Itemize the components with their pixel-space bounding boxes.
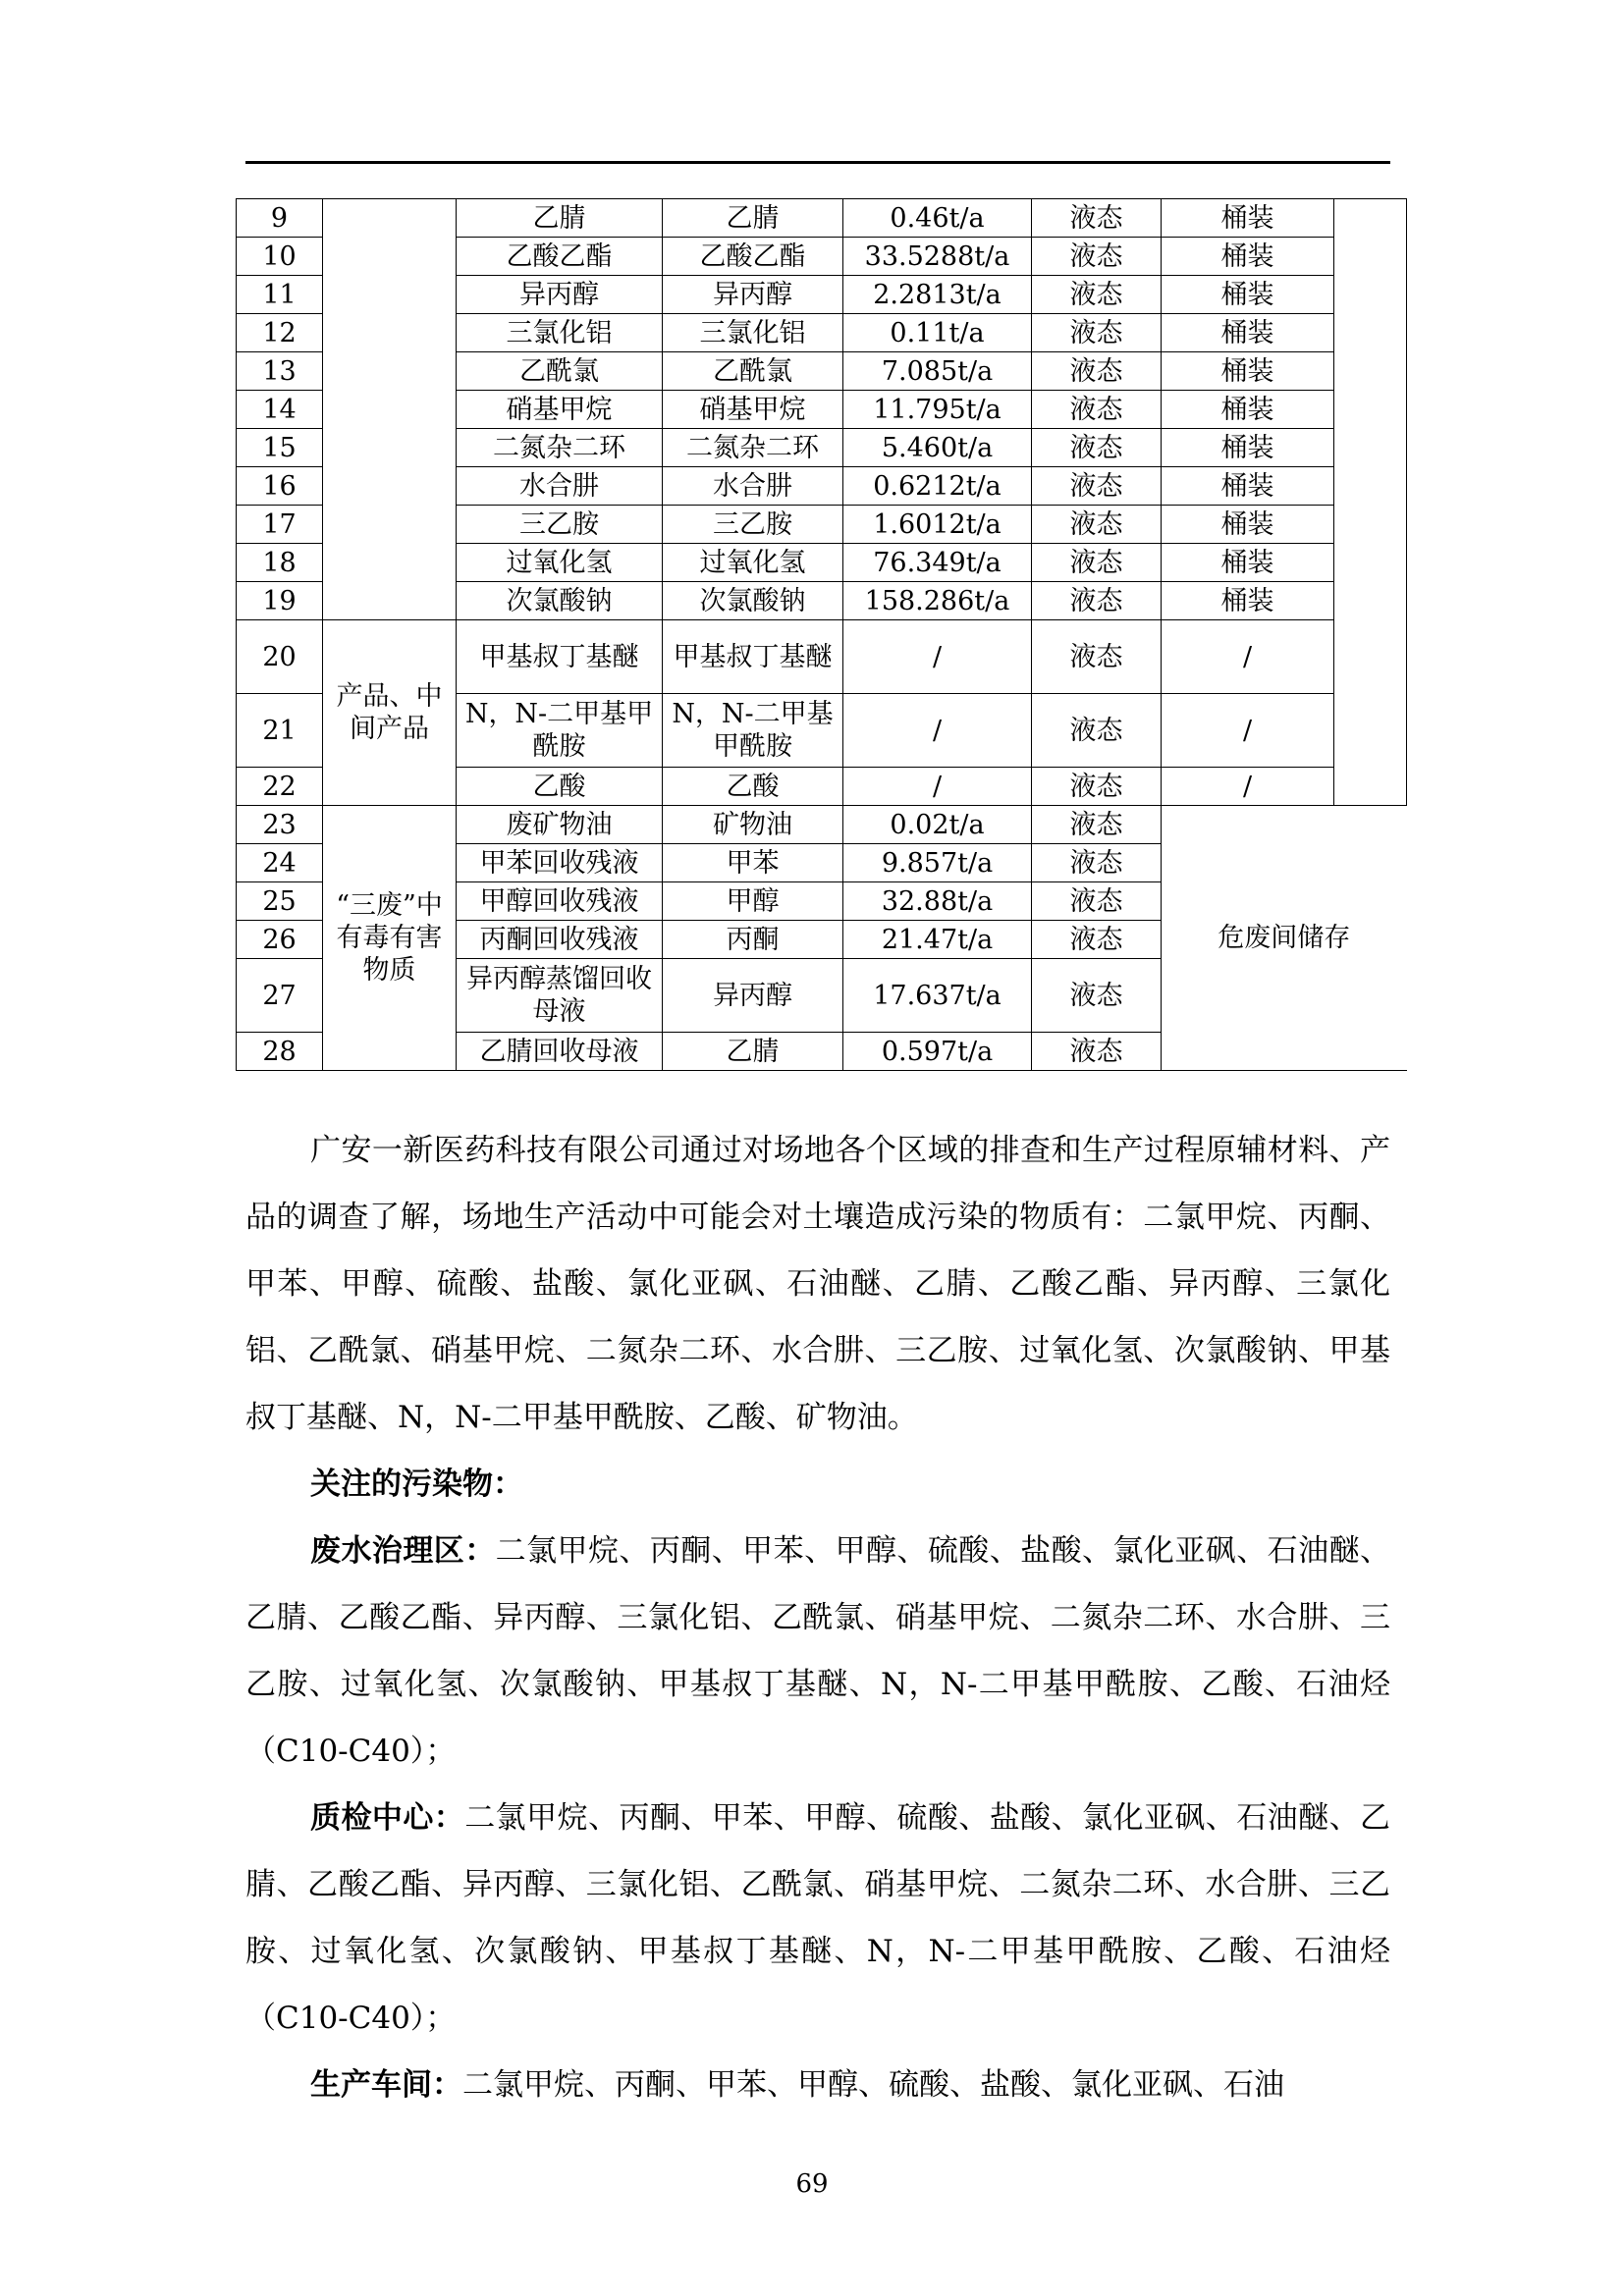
cell-no: 9 <box>237 199 323 238</box>
cell-no: 18 <box>237 544 323 582</box>
cell-amount: 2.2813t/a <box>843 276 1032 314</box>
cell-no: 17 <box>237 506 323 544</box>
cell-amount: 7.085t/a <box>843 352 1032 391</box>
table-row <box>237 199 1407 238</box>
cell-state: 液态 <box>1032 238 1162 276</box>
cell-state: 液态 <box>1032 806 1162 844</box>
cell-name: 乙酸乙酯 <box>457 238 663 276</box>
cell-category-waste: “三废”中有毒有害物质 <box>323 806 457 1071</box>
cell-component: 乙腈 <box>663 199 843 238</box>
cell-component: 甲基叔丁基醚 <box>663 620 843 694</box>
cell-amount: 1.6012t/a <box>843 506 1032 544</box>
cell-category-blank <box>323 199 457 620</box>
workshop-paragraph <box>245 2052 1390 2118</box>
substance-table <box>236 198 1407 1071</box>
cell-state: 液态 <box>1032 314 1162 352</box>
cell-name: 甲苯回收残液 <box>457 844 663 882</box>
cell-storage: 桶装 <box>1162 429 1334 467</box>
page-number: 69 <box>795 2169 829 2199</box>
cell-component: 异丙醇 <box>663 959 843 1033</box>
cell-storage: 桶装 <box>1162 238 1334 276</box>
cell-amount: 5.460t/a <box>843 429 1032 467</box>
cell-name: 水合肼 <box>457 467 663 506</box>
cell-extra-blank <box>1334 199 1407 806</box>
cell-name: 乙酰氯 <box>457 352 663 391</box>
cell-no: 22 <box>237 768 323 806</box>
cell-state: 液态 <box>1032 391 1162 429</box>
cell-state: 液态 <box>1032 694 1162 768</box>
cell-no: 21 <box>237 694 323 768</box>
cell-name: 过氧化氢 <box>457 544 663 582</box>
cell-storage-waste: 危废间储存 <box>1162 806 1407 1071</box>
cell-storage: 桶装 <box>1162 582 1334 620</box>
cell-state: 液态 <box>1032 844 1162 882</box>
cell-state: 液态 <box>1032 429 1162 467</box>
cell-no: 26 <box>237 921 323 959</box>
cell-name: 异丙醇 <box>457 276 663 314</box>
cell-state: 液态 <box>1032 768 1162 806</box>
intro-paragraph: 广安一新医药科技有限公司通过对场地各个区域的排查和生产过程原辅材料、产品的调查了解，场地生产活动中可能会对土壤造成污染的物质有：二氯甲烷、丙酮、甲苯、甲醇、硫酸、盐酸、氯化亚砜、石油醚、乙腈、乙酸乙酯、异丙醇、三氯化铝、乙酰氯、硝基甲烷、二氮杂二环、水合肼、三乙胺、过氧化氢、次氯酸钠、甲基叔丁基醚、N，N-二甲基甲酰胺、乙酸、矿物油。 <box>245 1133 1390 1435</box>
cell-component: 异丙醇 <box>663 276 843 314</box>
cell-name: 丙酮回收残液 <box>457 921 663 959</box>
cell-storage: / <box>1162 694 1334 768</box>
cell-amount: / <box>843 768 1032 806</box>
cell-no: 19 <box>237 582 323 620</box>
cell-no: 23 <box>237 806 323 844</box>
cell-name: 乙腈 <box>457 199 663 238</box>
wastewater-text: 二氯甲烷、丙酮、甲苯、甲醇、硫酸、盐酸、氯化亚砜、石油醚、乙腈、乙酸乙酯、异丙醇、三氯化铝、乙酰氯、硝基甲烷、二氮杂二环、水合肼、三乙胺、过氧化氢、次氯酸钠、甲基叔丁基醚、N，N-二甲基甲酰胺、乙酸、石油烃（C10-C40）； <box>245 1533 1391 1769</box>
cell-storage: 桶装 <box>1162 506 1334 544</box>
cell-component: 乙腈 <box>663 1033 843 1071</box>
cell-state: 液态 <box>1032 506 1162 544</box>
cell-storage: / <box>1162 768 1334 806</box>
cell-name: 次氯酸钠 <box>457 582 663 620</box>
cell-no: 20 <box>237 620 323 694</box>
cell-amount: 32.88t/a <box>843 882 1032 921</box>
cell-state: 液态 <box>1032 959 1162 1033</box>
qc-text: 二氯甲烷、丙酮、甲苯、甲醇、硫酸、盐酸、氯化亚砜、石油醚、乙腈、乙酸乙酯、异丙醇、三氯化铝、乙酰氯、硝基甲烷、二氮杂二环、水合肼、三乙胺、过氧化氢、次氯酸钠、甲基叔丁基醚、N，N-二甲基甲酰胺、乙酸、石油烃（C10-C40）； <box>245 1800 1391 2036</box>
cell-amount: 0.46t/a <box>843 199 1032 238</box>
cell-storage: 桶装 <box>1162 199 1334 238</box>
cell-amount: 0.02t/a <box>843 806 1032 844</box>
cell-storage: / <box>1162 620 1334 694</box>
cell-storage: 桶装 <box>1162 391 1334 429</box>
cell-component: 三氯化铝 <box>663 314 843 352</box>
cell-state: 液态 <box>1032 544 1162 582</box>
cell-storage: 桶装 <box>1162 352 1334 391</box>
cell-state: 液态 <box>1032 467 1162 506</box>
cell-name: 三氯化铝 <box>457 314 663 352</box>
cell-component: 丙酮 <box>663 921 843 959</box>
table-row <box>237 620 1407 694</box>
cell-name: 硝基甲烷 <box>457 391 663 429</box>
cell-name: 甲醇回收残液 <box>457 882 663 921</box>
cell-no: 25 <box>237 882 323 921</box>
qc-paragraph <box>245 1785 1390 2052</box>
cell-storage: 桶装 <box>1162 276 1334 314</box>
cell-no: 10 <box>237 238 323 276</box>
cell-no: 16 <box>237 467 323 506</box>
cell-no: 24 <box>237 844 323 882</box>
cell-name: 异丙醇蒸馏回收母液 <box>457 959 663 1033</box>
cell-state: 液态 <box>1032 921 1162 959</box>
cell-amount: 0.11t/a <box>843 314 1032 352</box>
table-row <box>237 806 1407 844</box>
cell-component: 乙酸 <box>663 768 843 806</box>
cell-state: 液态 <box>1032 582 1162 620</box>
cell-state: 液态 <box>1032 1033 1162 1071</box>
cell-component: 二氮杂二环 <box>663 429 843 467</box>
cell-no: 28 <box>237 1033 323 1071</box>
cell-component: 次氯酸钠 <box>663 582 843 620</box>
cell-amount: 11.795t/a <box>843 391 1032 429</box>
cell-storage: 桶装 <box>1162 467 1334 506</box>
cell-name: 二氮杂二环 <box>457 429 663 467</box>
cell-no: 14 <box>237 391 323 429</box>
qc-label: 质检中心： <box>310 1800 465 1836</box>
wastewater-label: 废水治理区： <box>310 1533 496 1569</box>
cell-state: 液态 <box>1032 620 1162 694</box>
body-text <box>245 1117 1390 2118</box>
workshop-label: 生产车间： <box>310 2067 462 2103</box>
cell-state: 液态 <box>1032 199 1162 238</box>
cell-component: 水合肼 <box>663 467 843 506</box>
cell-component: 三乙胺 <box>663 506 843 544</box>
cell-storage: 桶装 <box>1162 314 1334 352</box>
cell-name: 甲基叔丁基醚 <box>457 620 663 694</box>
cell-amount: / <box>843 694 1032 768</box>
cell-component: 矿物油 <box>663 806 843 844</box>
cell-component: 乙酸乙酯 <box>663 238 843 276</box>
cell-name: N，N-二甲基甲酰胺 <box>457 694 663 768</box>
cell-amount: / <box>843 620 1032 694</box>
cell-name: 乙酸 <box>457 768 663 806</box>
cell-no: 15 <box>237 429 323 467</box>
cell-no: 11 <box>237 276 323 314</box>
cell-amount: 21.47t/a <box>843 921 1032 959</box>
cell-name: 乙腈回收母液 <box>457 1033 663 1071</box>
heading-pollutants: 关注的污染物： <box>310 1467 523 1502</box>
workshop-text: 二氯甲烷、丙酮、甲苯、甲醇、硫酸、盐酸、氯化亚砜、石油 <box>462 2067 1284 2103</box>
cell-amount: 33.5288t/a <box>843 238 1032 276</box>
cell-amount: 0.597t/a <box>843 1033 1032 1071</box>
cell-storage: 桶装 <box>1162 544 1334 582</box>
cell-no: 12 <box>237 314 323 352</box>
cell-component: 乙酰氯 <box>663 352 843 391</box>
cell-amount: 76.349t/a <box>843 544 1032 582</box>
cell-amount: 17.637t/a <box>843 959 1032 1033</box>
cell-category-products: 产品、中间产品 <box>323 620 457 806</box>
header-rule <box>245 161 1390 164</box>
cell-amount: 9.857t/a <box>843 844 1032 882</box>
cell-component: 硝基甲烷 <box>663 391 843 429</box>
cell-no: 13 <box>237 352 323 391</box>
cell-amount: 158.286t/a <box>843 582 1032 620</box>
cell-state: 液态 <box>1032 352 1162 391</box>
wastewater-paragraph <box>245 1518 1390 1785</box>
cell-state: 液态 <box>1032 276 1162 314</box>
cell-component: 甲醇 <box>663 882 843 921</box>
cell-component: N，N-二甲基甲酰胺 <box>663 694 843 768</box>
cell-name: 三乙胺 <box>457 506 663 544</box>
cell-amount: 0.6212t/a <box>843 467 1032 506</box>
cell-component: 过氧化氢 <box>663 544 843 582</box>
cell-component: 甲苯 <box>663 844 843 882</box>
cell-state: 液态 <box>1032 882 1162 921</box>
cell-name: 废矿物油 <box>457 806 663 844</box>
cell-no: 27 <box>237 959 323 1033</box>
